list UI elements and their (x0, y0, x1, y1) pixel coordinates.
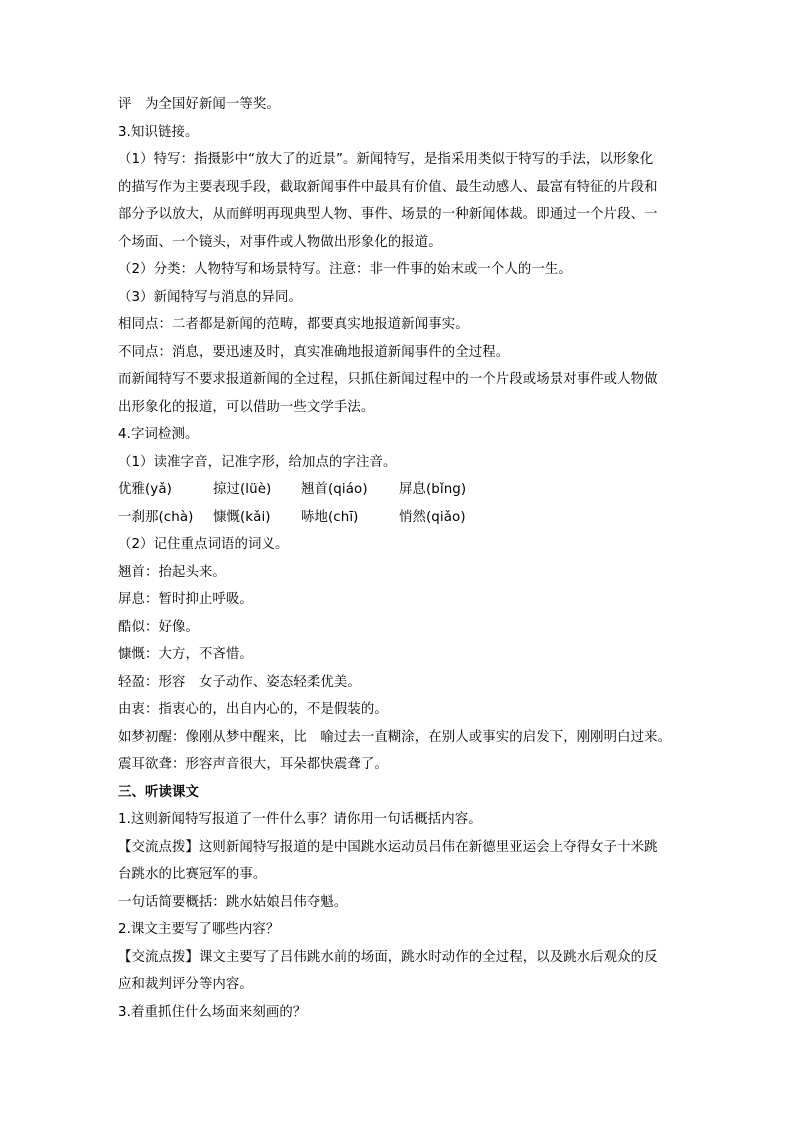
text-line: （1）特写：指摄影中“放大了的近景”。新闻特写，是指采用类似于特写的手法，以形象化 (118, 152, 654, 167)
text-line: 而新闻特写不要求报道新闻的全过程，只抓住新闻过程中的一个片段或场景对事件或人物做 (118, 372, 658, 387)
pinyin-item: 慷慨(kǎi) (213, 509, 271, 525)
text-line: 不同点：消息，要迅速及时，真实准确地报道新闻事件的全过程。 (118, 344, 510, 360)
pinyin-item: 优雅(yǎ) (118, 482, 172, 497)
text-line: 酷似：好像。 (118, 619, 199, 635)
answer-line: 【交流点拨】这则新闻特写报道的是中国跳水运动员吕伟在新德里亚运会上夺得女子十米跳 (118, 839, 658, 855)
text-line: （2）分类：人物特写和场景特写。注意：非一件事的始末或一个人的一生。 (118, 262, 572, 277)
answer-line: 【交流点拨】课文主要写了吕伟跳水前的场面，跳水时动作的全过程，以及跳水后观众的反 (118, 949, 658, 965)
section-heading: 三、听读课文 (118, 784, 199, 800)
text-line: 个场面、一个镜头，对事件或人物做出形象化的报道。 (118, 234, 442, 250)
text-line: 翘首：抬起头来。 (118, 564, 226, 580)
text-line: 震耳欲聋：形容声音很大，耳朵都快震聋了。 (118, 757, 388, 772)
question-line: 3.着重抓住什么场面来刻画的？ (118, 1004, 307, 1020)
pinyin-item: 哧地(chī) (301, 509, 359, 525)
text-line: （1）读准字音，记准字形，给加点的字注音。 (118, 454, 397, 470)
text-line: 如梦初醒：像刚从梦中醒来，比 喻过去一直糊涂，在别人或事实的启发下，刚刚明白过来。 (118, 729, 672, 745)
text-line: 一句话简要概括：跳水姑娘吕伟夺魁。 (118, 894, 348, 910)
text-line: 出形象化的报道，可以借助一些文学手法。 (118, 399, 375, 415)
text-line: （3）新闻特写与消息的异同。 (118, 289, 302, 305)
text-line: 慷慨：大方，不吝惜。 (118, 647, 253, 662)
text-line: 轻盈：形容 女子动作、姿态轻柔优美。 (118, 674, 361, 690)
pinyin-item: 翘首(qiáo) (301, 482, 368, 497)
section-heading: 3.知识链接。 (118, 124, 199, 140)
text-line: 屏息：暂时抑止呼吸。 (118, 592, 253, 607)
answer-line: 应和裁判评分等内容。 (118, 977, 253, 992)
text-line: （2）记住重点词语的词义。 (118, 537, 289, 552)
pinyin-item: 掠过(lüè) (213, 482, 272, 497)
answer-line: 台跳水的比赛冠军的事。 (118, 867, 267, 882)
text-line: 部分予以放大，从而鲜明再现典型人物、事件、场景的一种新闻体裁。即通过一个片段、一 (118, 207, 658, 222)
document-page (118, 91, 678, 1026)
text-line: 评 为全国好新闻一等奖。 (118, 97, 280, 112)
text-line: 由衷：指衷心的，出自内心的，不是假装的。 (118, 702, 388, 717)
text-line: 的描写作为主要表现手段，截取新闻事件中最具有价值、最生动感人、最富有特征的片段和 (118, 179, 658, 195)
text-line: 相同点：二者都是新闻的范畴，都要真实地报道新闻事实。 (118, 317, 469, 332)
question-line: 2.课文主要写了哪些内容？ (118, 922, 280, 937)
question-line: 1.这则新闻特写报道了一件什么事？请你用一句话概括内容。 (118, 812, 482, 827)
pinyin-item: 屏息(bǐng) (399, 482, 467, 497)
pinyin-item: 一刹那(chà) (118, 509, 194, 525)
pinyin-item: 悄然(qiǎo) (399, 509, 466, 525)
pinyin-row (118, 504, 678, 532)
pinyin-row (118, 476, 678, 504)
section-heading: 4.字词检测。 (118, 427, 199, 442)
